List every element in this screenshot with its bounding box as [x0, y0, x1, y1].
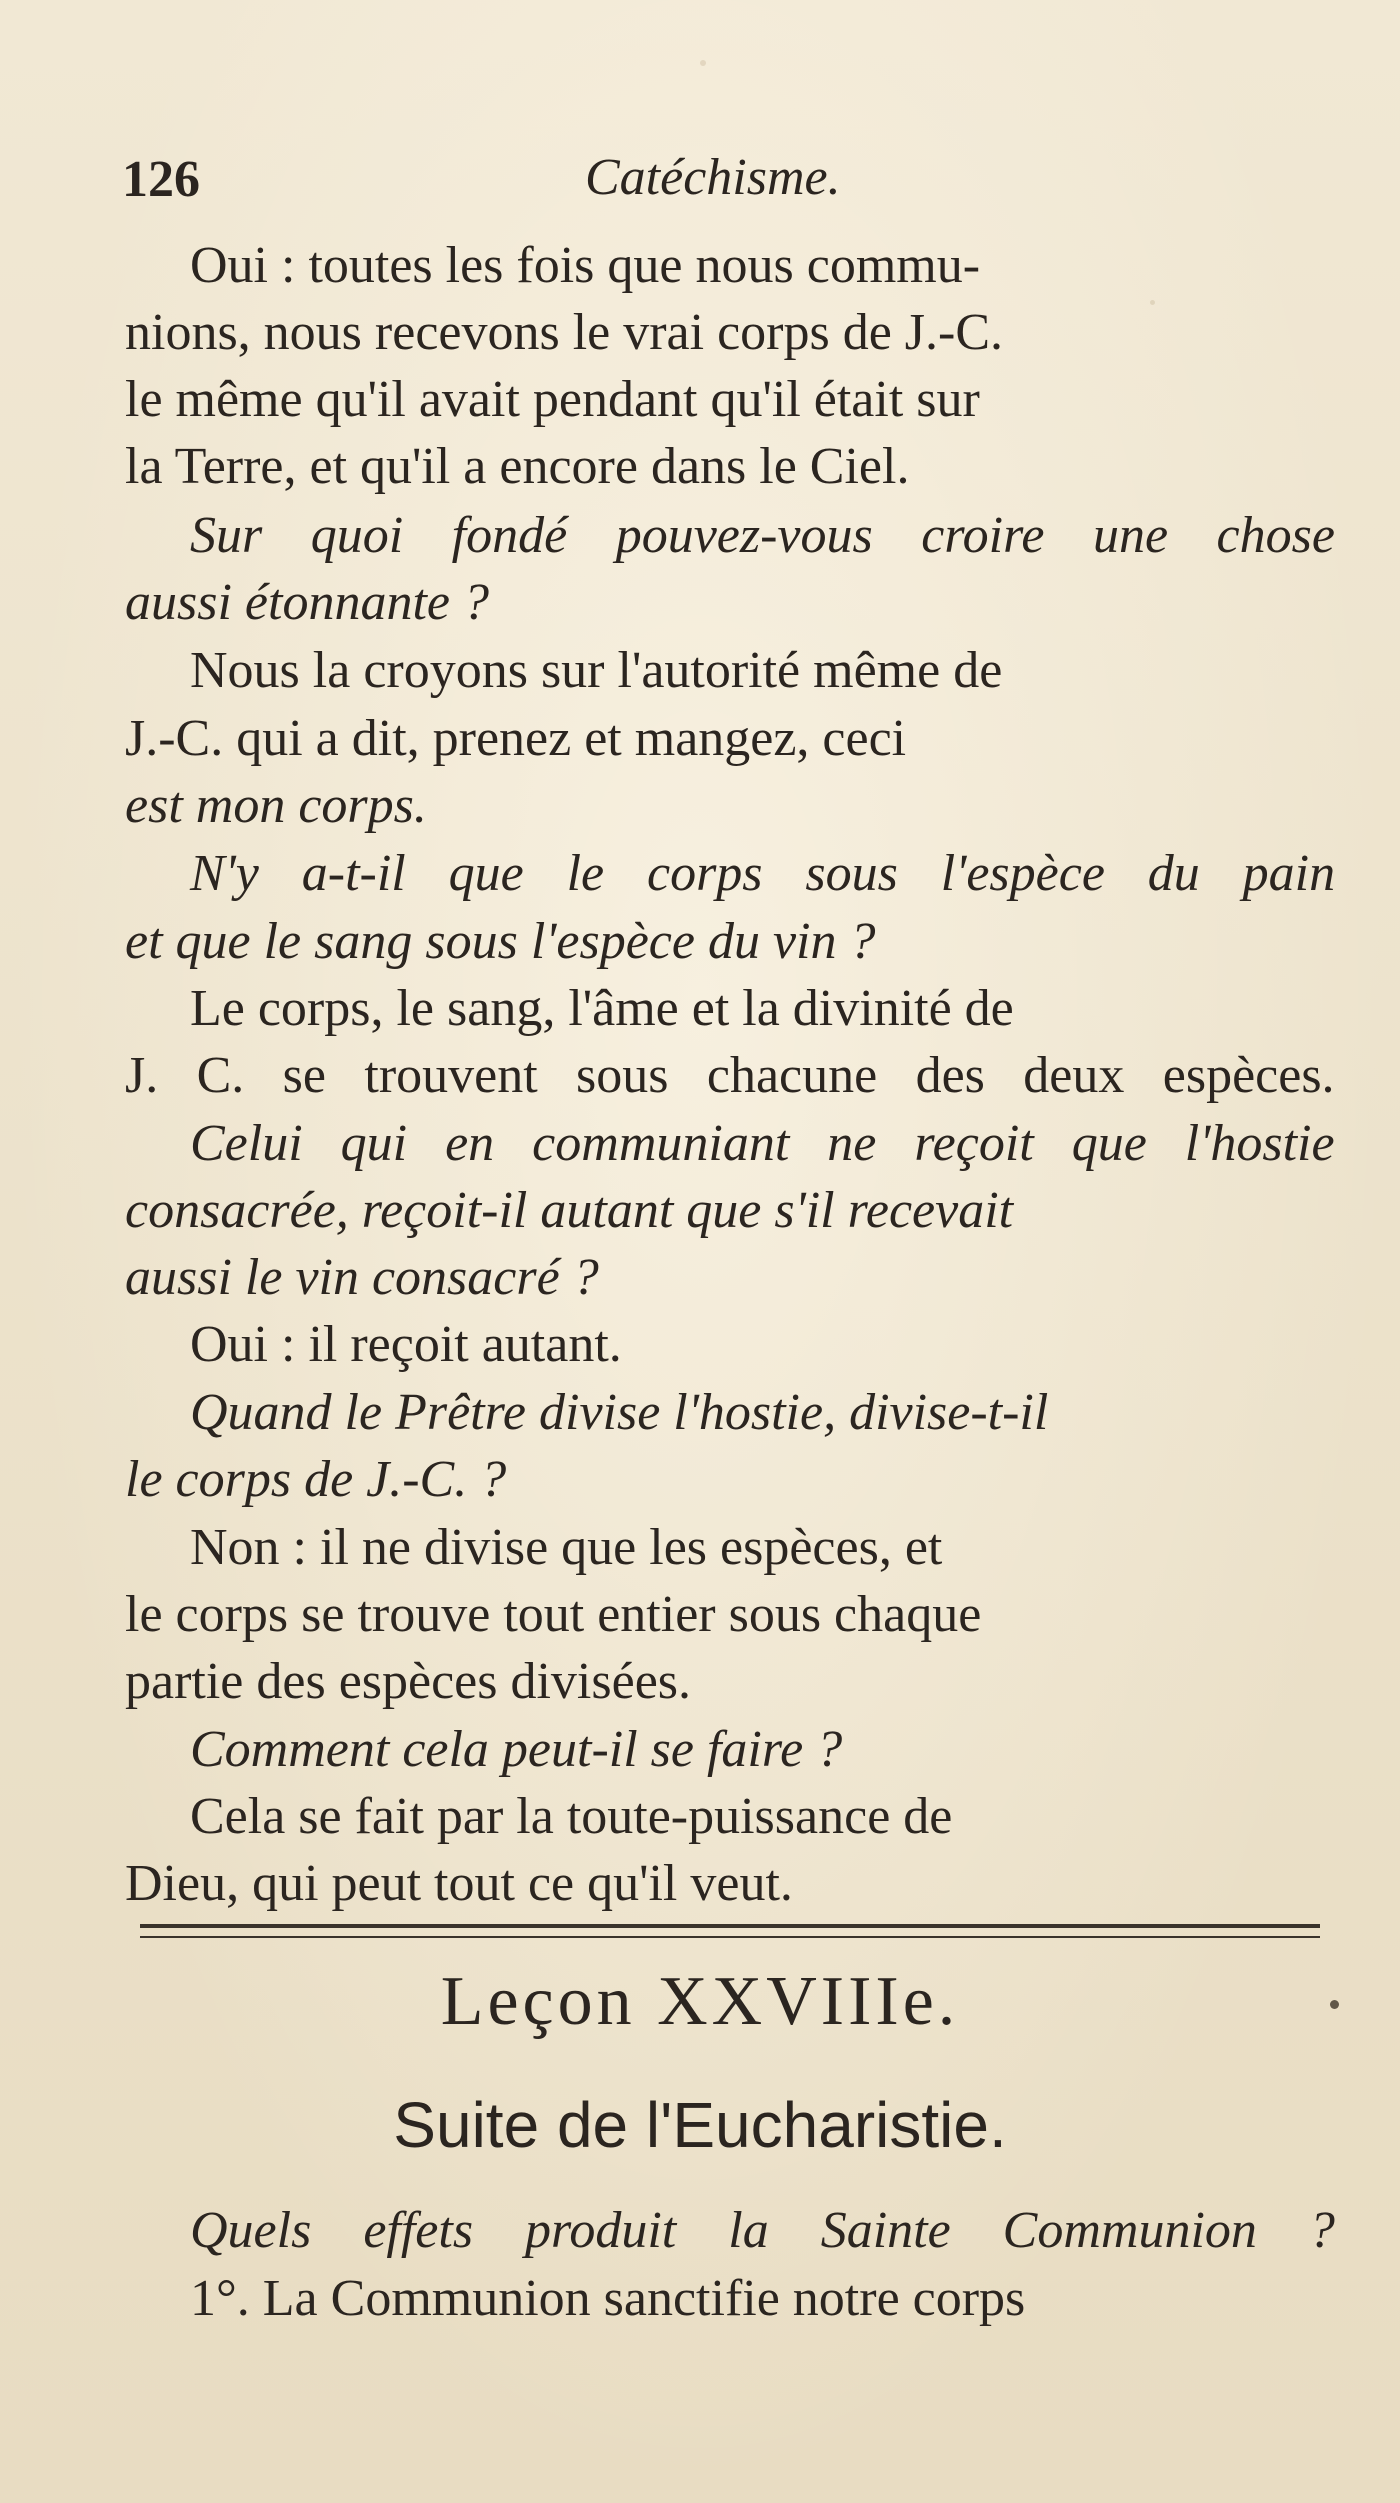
paper-spot [1150, 300, 1155, 305]
text-line: aussi le vin consacré ? [125, 1249, 599, 1306]
text-line: Comment cela peut-il se faire ? [190, 1721, 843, 1778]
text-line: Oui : toutes les fois que nous commu- [190, 237, 981, 294]
text-line: Sur quoi fondé pouvez-vous croire une chose [190, 507, 1335, 564]
text-line: 1°. La Communion sanctifie notre corps [190, 2270, 1026, 2327]
text-line: J. C. se trouvent sous chacune des deux espèces. [125, 1047, 1335, 1104]
text-line: Cela se fait par la toute-puissance de [190, 1788, 953, 1845]
text-line: la Terre, et qu'il a encore dans le Ciel. [125, 438, 910, 495]
text-line: aussi étonnante ? [125, 574, 489, 631]
text-line: Non : il ne divise que les espèces, et [190, 1519, 943, 1576]
text-line: N'y a-t-il que le corps sous l'espèce du pain [190, 845, 1336, 902]
text-line: Le corps, le sang, l'âme et la divinité de [190, 980, 1014, 1037]
lesson-subtitle: Suite de l'Eucharistie. [393, 2089, 1007, 2161]
text-line: nions, nous recevons le vrai corps de J.-C. [125, 304, 1004, 361]
text-line: Quand le Prêtre divise l'hostie, divise-t-il [190, 1384, 1049, 1441]
paper-spot [700, 60, 706, 66]
text-line: consacrée, reçoit-il autant que s'il recevait [125, 1182, 1014, 1239]
text-line: est mon corps. [125, 777, 427, 834]
text-line: Oui : il reçoit autant. [190, 1316, 622, 1373]
running-title: Catéchisme. [585, 149, 841, 206]
text-line: partie des espèces divisées. [125, 1653, 692, 1710]
text-line: Quels effets produit la Sainte Communion ? [190, 2202, 1335, 2259]
text-line: le corps se trouve tout entier sous chaque [125, 1586, 982, 1643]
text-line: Celui qui en communiant ne reçoit que l'hostie [190, 1115, 1335, 1172]
text-line: le même qu'il avait pendant qu'il était sur [125, 371, 980, 428]
section-divider [140, 1924, 1320, 1938]
text-line: le corps de J.-C. ? [125, 1451, 507, 1508]
text-line: Nous la croyons sur l'autorité même de [190, 642, 1003, 699]
text-line: Dieu, qui peut tout ce qu'il veut. [125, 1855, 793, 1912]
page-number: 126 [122, 151, 200, 208]
text-line: J.-C. qui a dit, prenez et mangez, ceci [125, 710, 907, 767]
text-line: et que le sang sous l'espèce du vin ? [125, 913, 876, 970]
lesson-title: Leçon XXVIIIe. [440, 1963, 960, 2040]
